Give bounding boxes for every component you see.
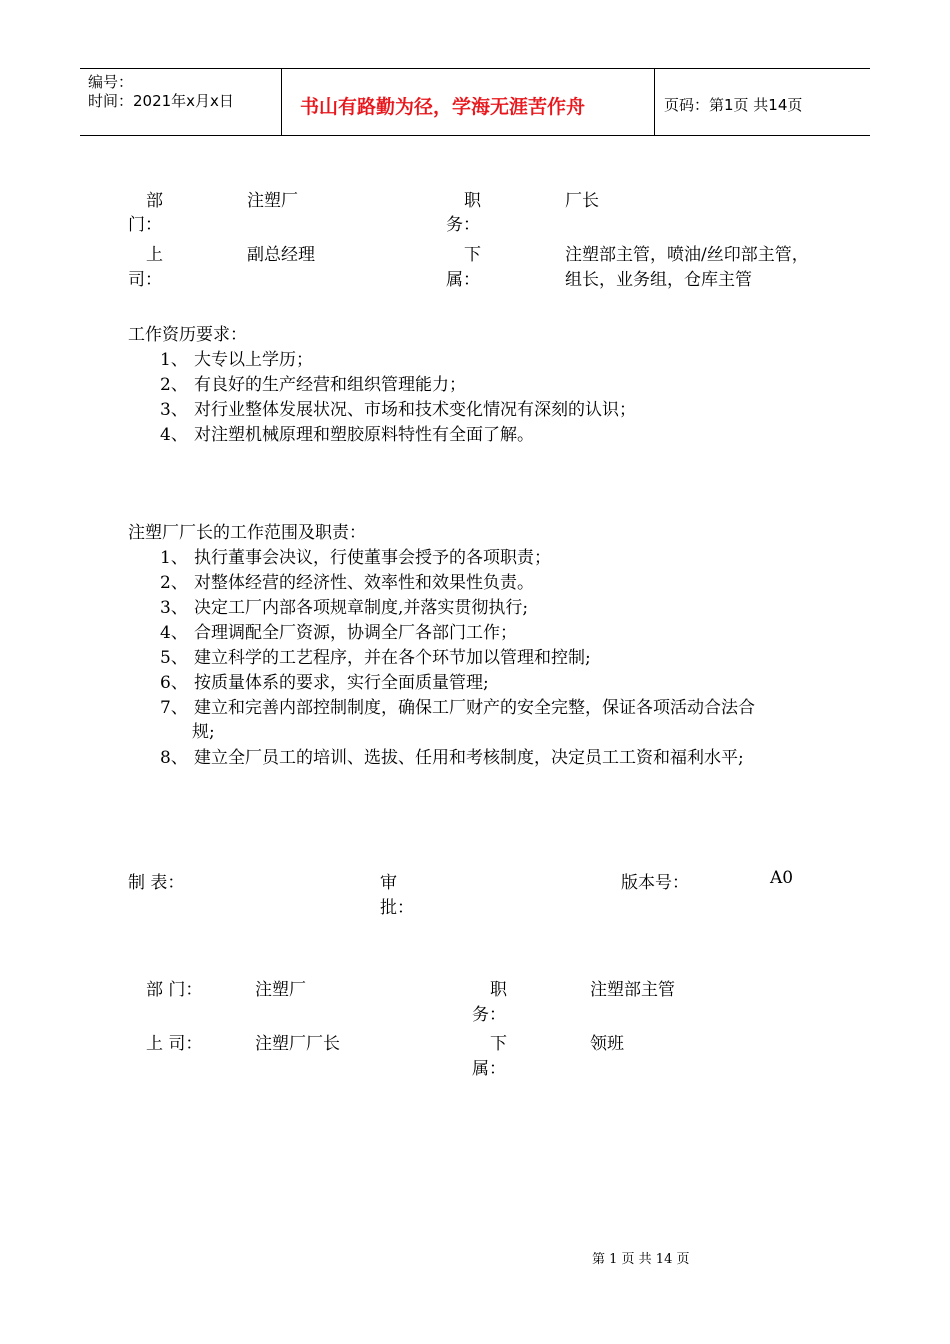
header-top-rule xyxy=(80,68,870,69)
approve-label-bottom: 批： xyxy=(380,898,414,918)
duties-heading: 注塑厂厂长的工作范围及职责： xyxy=(128,523,366,543)
boss-value: 副总经理 xyxy=(247,245,315,265)
header-divider-1 xyxy=(281,68,282,136)
title-value: 厂长 xyxy=(565,191,599,211)
sub-label-bottom: 属： xyxy=(446,270,480,290)
list-item-continuation: 规; xyxy=(192,722,215,742)
page-footer: 第 1 页 共 14 页 xyxy=(592,1252,690,1267)
title-label-top: 职 xyxy=(490,980,507,1000)
header-motto: 书山有路勤为径，学海无涯苦作舟 xyxy=(300,96,586,118)
title-label-bottom: 务： xyxy=(472,1005,506,1025)
dept-value: 注塑厂 xyxy=(247,191,298,211)
boss-label-bottom: 司： xyxy=(128,270,162,290)
header-code-label: 编号： xyxy=(88,73,134,91)
dept-label-top: 部 xyxy=(146,191,163,211)
header-divider-2 xyxy=(654,68,655,136)
dept-label: 部 门： xyxy=(146,980,203,1000)
boss-label-top: 上 xyxy=(146,245,163,265)
list-item: 3、 对行业整体发展状况、市场和技术变化情况有深刻的认识； xyxy=(160,400,636,420)
requirements-heading: 工作资历要求： xyxy=(128,325,247,345)
list-item: 6、 按质量体系的要求，实行全面质量管理; xyxy=(160,673,489,693)
sub-value-line1: 注塑部主管，喷油/丝印部主管， xyxy=(565,245,809,265)
list-item: 1、 大专以上学历； xyxy=(160,350,313,370)
list-item: 1、 执行董事会决议，行使董事会授予的各项职责； xyxy=(160,548,551,568)
sub-value: 领班 xyxy=(590,1034,624,1054)
list-item: 4、 对注塑机械原理和塑胶原料特性有全面了解。 xyxy=(160,425,534,445)
title-value: 注塑部主管 xyxy=(590,980,675,1000)
maker-label: 制 表： xyxy=(128,873,185,893)
title-label-bottom: 务： xyxy=(446,215,480,235)
list-item: 5、 建立科学的工艺程序，并在各个环节加以管理和控制; xyxy=(160,648,591,668)
list-item: 2、 对整体经营的经济性、效率性和效果性负责。 xyxy=(160,573,534,593)
version-value: A0 xyxy=(770,868,794,888)
list-item: 4、 合理调配全厂资源，协调全厂各部门工作； xyxy=(160,623,517,643)
sub-value-line2: 组长，业务组，仓库主管 xyxy=(565,270,752,290)
header-page-info: 页码：第1页 共14页 xyxy=(664,96,803,114)
dept-value: 注塑厂 xyxy=(255,980,306,1000)
list-item: 8、 建立全厂员工的培训、选拔、任用和考核制度，决定员工工资和福利水平; xyxy=(160,748,744,768)
list-item: 7、 建立和完善内部控制制度，确保工厂财产的安全完整，保证各项活动合法合 xyxy=(160,698,755,718)
header-bottom-rule xyxy=(80,135,870,136)
list-item: 3、 决定工厂内部各项规章制度,并落实贯彻执行; xyxy=(160,598,529,618)
dept-label-bottom: 门： xyxy=(128,215,162,235)
header-time-label: 时间：2021年x月x日 xyxy=(88,92,234,110)
sub-label-top: 下 xyxy=(464,245,481,265)
boss-label: 上 司： xyxy=(146,1034,203,1054)
sub-label-top: 下 xyxy=(490,1034,507,1054)
boss-value: 注塑厂厂长 xyxy=(255,1034,340,1054)
sub-label-bottom: 属： xyxy=(472,1059,506,1079)
list-item: 2、 有良好的生产经营和组织管理能力； xyxy=(160,375,466,395)
approve-label-top: 审 xyxy=(380,873,397,893)
title-label-top: 职 xyxy=(464,191,481,211)
version-label: 版本号： xyxy=(621,873,689,893)
